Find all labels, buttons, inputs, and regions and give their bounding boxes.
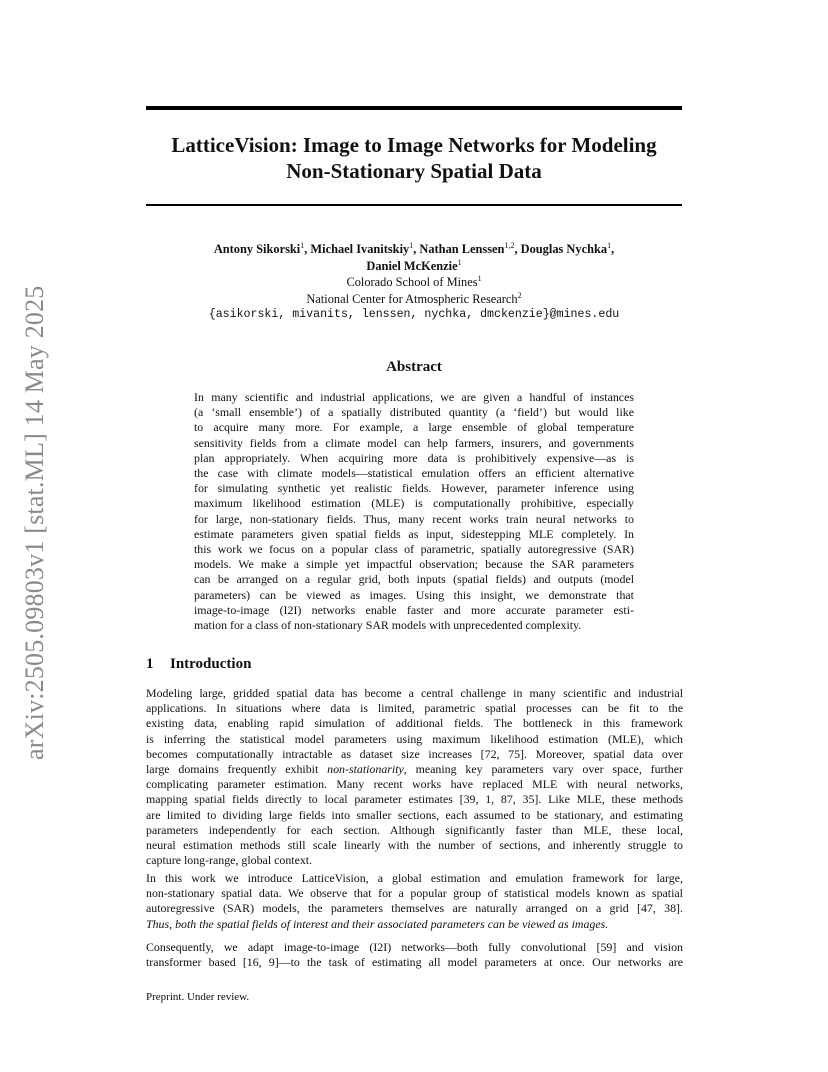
affiliation-marker: 1 — [607, 241, 612, 250]
paragraph-line: are limited to dividing large fields into smaller sections, each assumed to be stationary, and estimating — [146, 807, 683, 822]
affiliation-2 — [146, 291, 682, 308]
affiliation-marker: 1 — [409, 241, 414, 250]
text-run: , meaning key parameters vary over space, further — [403, 762, 683, 777]
paragraph-line: mapping spatial fields directly to local parameter estimates [39, 1, 87, 35]. Like MLE, these methods — [146, 792, 683, 807]
abstract-line: parameters) can be viewed as images. Using this insight, we demonstrate that — [194, 587, 634, 602]
author-name: , Douglas Nychka — [514, 242, 608, 256]
abstract-heading: Abstract — [386, 359, 442, 375]
abstract-line: for large, non-stationary fields. Thus, many recent works train neural networks to — [194, 511, 634, 526]
affiliation-name: National Center for Atmospheric Research — [306, 291, 518, 306]
author-name: , Michael Ivanitskiy — [304, 242, 410, 256]
section-heading-introduction — [146, 654, 682, 674]
affiliation-1 — [146, 274, 682, 291]
paragraph-line: Modeling large, gridded spatial data has become a central challenge in many scientific and industrial — [146, 686, 683, 700]
paragraph-line: neural estimation methods still scale linearly with the number of sections, and inherently struggle to — [146, 838, 683, 853]
abstract-line: image-to-image (I2I) networks enable faster and more accurate parameter esti- — [194, 602, 634, 617]
paragraph-line: In this work we introduce LatticeVision, a global estimation and emulation framework for large, — [146, 871, 683, 885]
intro-paragraph-3 — [146, 940, 683, 970]
abstract-line: for simulating synthetic yet realistic fields. However, parameter inference using — [194, 481, 634, 496]
affiliation-marker: 1 — [477, 274, 482, 283]
emphasis-sentence: Thus, both the spatial fields of interest and their associated parameters can be viewed as images. — [146, 916, 609, 931]
author-name: , Nathan Lenssen — [413, 242, 505, 256]
abstract-line: the case with climate models—statistical emulation offers an efficient alternative — [194, 466, 634, 481]
abstract-line: mation for a class of non-stationary SAR models with unprecedented complexity. — [194, 618, 582, 633]
abstract-line: this work we focus on a popular class of parametric, spatially autoregressive (SAR) — [194, 542, 634, 557]
affiliation-name: Colorado School of Mines — [346, 275, 478, 289]
abstract-body — [194, 390, 634, 633]
paragraph-line — [146, 762, 683, 777]
affiliation-marker: 2 — [517, 290, 522, 300]
author-names — [146, 241, 682, 274]
text-run: large domains frequently exhibit — [146, 762, 328, 777]
paragraph-line: existing data, enabling rapid simulation of additional fields. The bottleneck in this framework — [146, 716, 683, 731]
abstract-line: estimate parameters given spatial fields as input, sidestepping MLE completely. In — [194, 526, 634, 541]
paragraph-line: parameters independently for each section. Although significantly faster than MLE, these local, — [146, 822, 683, 837]
author-name: Antony Sikorski — [213, 242, 301, 256]
intro-paragraph-2 — [146, 871, 683, 932]
page-footer: Preprint. Under review. — [146, 991, 250, 1003]
title-bottom-rule — [146, 204, 682, 206]
abstract-line: can be arranged on a regular grid, both inputs (spatial fields) and outputs (model — [194, 572, 634, 587]
paragraph-line: transformer based [16, 9]—to the task of estimating all model parameters at once. Our networks are — [146, 955, 683, 970]
paragraph-line: applications. In situations where data is limited, parametric spatial processes can be fit to the — [146, 701, 683, 716]
affiliation-marker: 1,2 — [504, 241, 515, 250]
abstract-line: to acquire many more. For example, a large ensemble of global temperature — [194, 420, 634, 435]
paragraph-line: Consequently, we adapt image-to-image (I2I) networks—both fully convolutional [59] and vision — [146, 940, 683, 954]
section-title: Introduction — [170, 656, 252, 672]
paragraph-line: is inferring the statistical model parameters using maximum likelihood estimation (MLE), which — [146, 731, 683, 746]
abstract-line: (a ‘small ensemble’) of a spatially distributed quantity (a ‘field’) but would like — [194, 405, 634, 420]
author-separator: , — [611, 242, 615, 256]
affiliation-marker: 1 — [300, 241, 305, 250]
paragraph-line: capture long-range, global context. — [146, 853, 313, 868]
title-line-1: LatticeVision: Image to Image Networks for Modeling — [171, 133, 657, 157]
paragraph-line: autoregressive (SAR) models, the parameters themselves are naturally arranged on a grid [47, 38]. — [146, 901, 683, 916]
title-line-2: Non-Stationary Spatial Data — [286, 159, 542, 183]
author-names-line-1 — [146, 241, 682, 258]
paragraph-line: non-stationary spatial data. We observe that for a popular group of statistical models known as spatial — [146, 886, 683, 901]
author-block — [146, 241, 682, 324]
author-names-line-2 — [146, 258, 682, 275]
intro-paragraph-1 — [146, 686, 683, 868]
abstract-line: In many scientific and industrial applications, we are given a handful of instances — [194, 390, 634, 404]
paper-title — [146, 132, 682, 184]
abstract-line: maximum likelihood estimation (MLE) is computationally prohibitive, especially — [194, 496, 634, 511]
abstract-line: plan appropriately. When acquiring more data is prohibitively expensive—as is — [194, 450, 634, 465]
author-emails: {asikorski, mivanits, lenssen, nychka, dmckenzie}@mines.edu — [208, 308, 620, 321]
paragraph-line-italic — [146, 917, 683, 932]
abstract-line: models. We make a simple yet impactful observation; because the SAR parameters — [194, 557, 634, 572]
title-top-rule — [146, 106, 682, 110]
paragraph-line: becomes computationally intractable as dataset size increases [72, 75]. Moreover, spatial data over — [146, 746, 683, 761]
section-number: 1 — [146, 656, 154, 672]
affiliation-marker: 1 — [457, 257, 462, 267]
abstract-line: sensitivity fields from a climate model can help farmers, insurers, and governments — [194, 435, 634, 450]
paragraph-line: complicating parameter estimation. Many recent works have replaced MLE with neural networks, — [146, 777, 683, 792]
author-name: Daniel McKenzie — [366, 258, 458, 273]
arxiv-identifier-stamp: arXiv:2505.09803v1 [stat.ML] 14 May 2025 — [20, 285, 49, 760]
emphasis-term: non-stationarity — [327, 762, 404, 777]
